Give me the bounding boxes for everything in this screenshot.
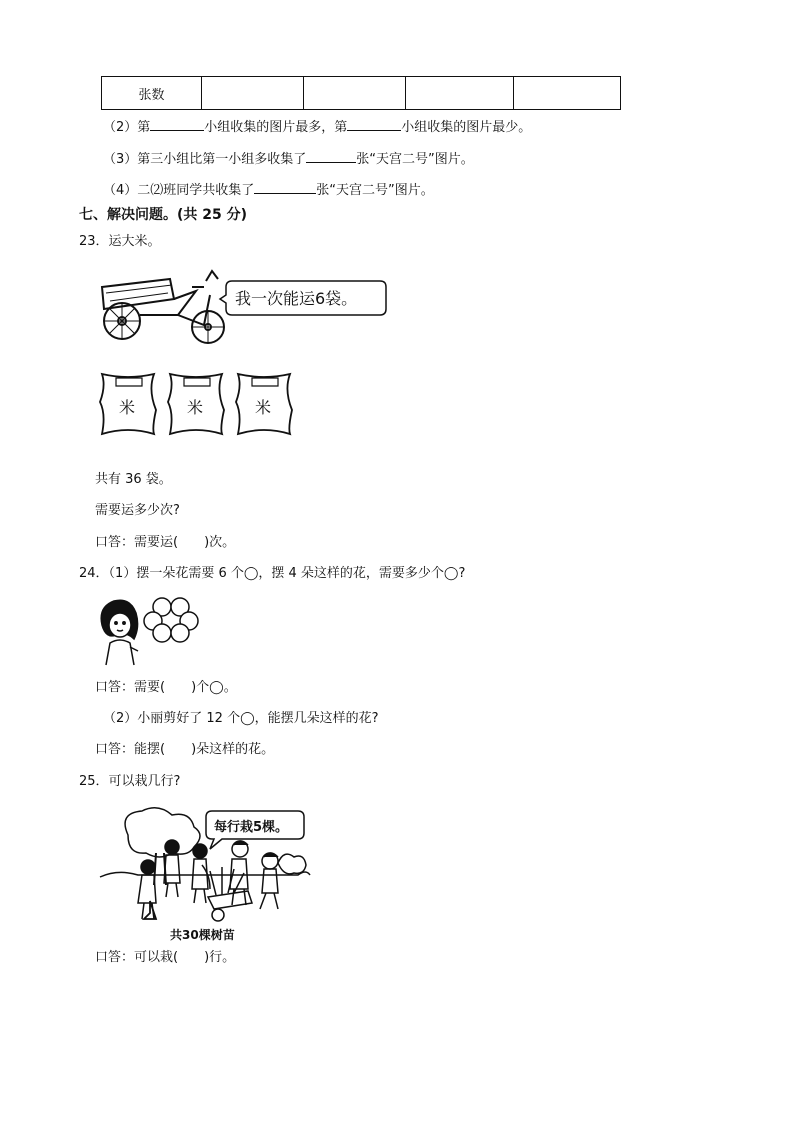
answer-blank[interactable] [347,116,401,131]
answer-blank[interactable] [150,116,204,131]
answer-text: 口答：需要( [95,680,166,695]
planting-trees-illustration [98,805,313,945]
bag-label: 米 [119,398,136,417]
q22-part3 [103,148,474,170]
q22-part3-text: 张“天宫二号”图片。 [356,152,474,167]
girl-flower-illustration [96,595,206,667]
bag-label: 米 [255,398,272,417]
q25-title: 25．可以栽几行? [79,774,181,789]
answer-text: )个◯。 [191,680,237,695]
q22-part4-text: 张“天宫二号”图片。 [316,183,434,198]
q24-answer1 [95,678,237,698]
q24-part1: 24．（1）摆一朵花需要 6 个◯，摆 4 朵这样的花，需要多少个◯? [79,566,466,581]
answer-text: 口答：需要运( [95,535,179,550]
count-cell[interactable] [202,77,304,110]
q22-part2-text: 小组收集的图片最多，第 [204,120,348,135]
caption-text: 共30棵树苗 [170,928,235,942]
answer-blank[interactable] [306,148,356,163]
answer-text: )朵这样的花。 [191,742,275,757]
speech-text: 我一次能运6袋。 [235,289,358,308]
picture-count-table [101,76,621,110]
q22-part4-text: （4）二⑵班同学共收集了 [103,183,255,198]
answer-blank[interactable] [254,179,316,194]
bag-label: 米 [187,398,204,417]
q22-part2-text: 小组收集的图片最少。 [401,120,532,135]
q24-part2: （2）小丽剪好了 12 个◯，能摆几朵这样的花? [103,711,379,726]
speech-text: 每行栽5棵。 [214,820,289,835]
q22-part2 [103,116,531,138]
answer-text: 口答：能摆( [95,742,166,757]
q22-part2-text: （2）第 [103,120,151,135]
count-cell[interactable] [514,77,621,110]
answer-text: )行。 [204,950,236,965]
row-label-cell: 张数 [102,77,202,110]
q25-answer [95,948,235,968]
section-heading: 七、解决问题。(共 25 分) [79,207,248,223]
q24-answer2 [95,740,274,760]
answer-text: )次。 [204,535,236,550]
count-cell[interactable] [406,77,514,110]
tricycle-illustration [96,265,391,350]
rice-bags-illustration [98,370,298,438]
q23-question: 需要运多少次? [95,503,180,518]
count-cell[interactable] [304,77,406,110]
q23-title: 23．运大米。 [79,234,161,249]
q23-answer [95,533,235,553]
q22-part4 [103,179,434,201]
table-row [102,77,621,110]
q22-part3-text: （3）第三小组比第一小组多收集了 [103,152,307,167]
q23-total: 共有 36 袋。 [95,472,172,487]
answer-text: 口答：可以栽( [95,950,179,965]
